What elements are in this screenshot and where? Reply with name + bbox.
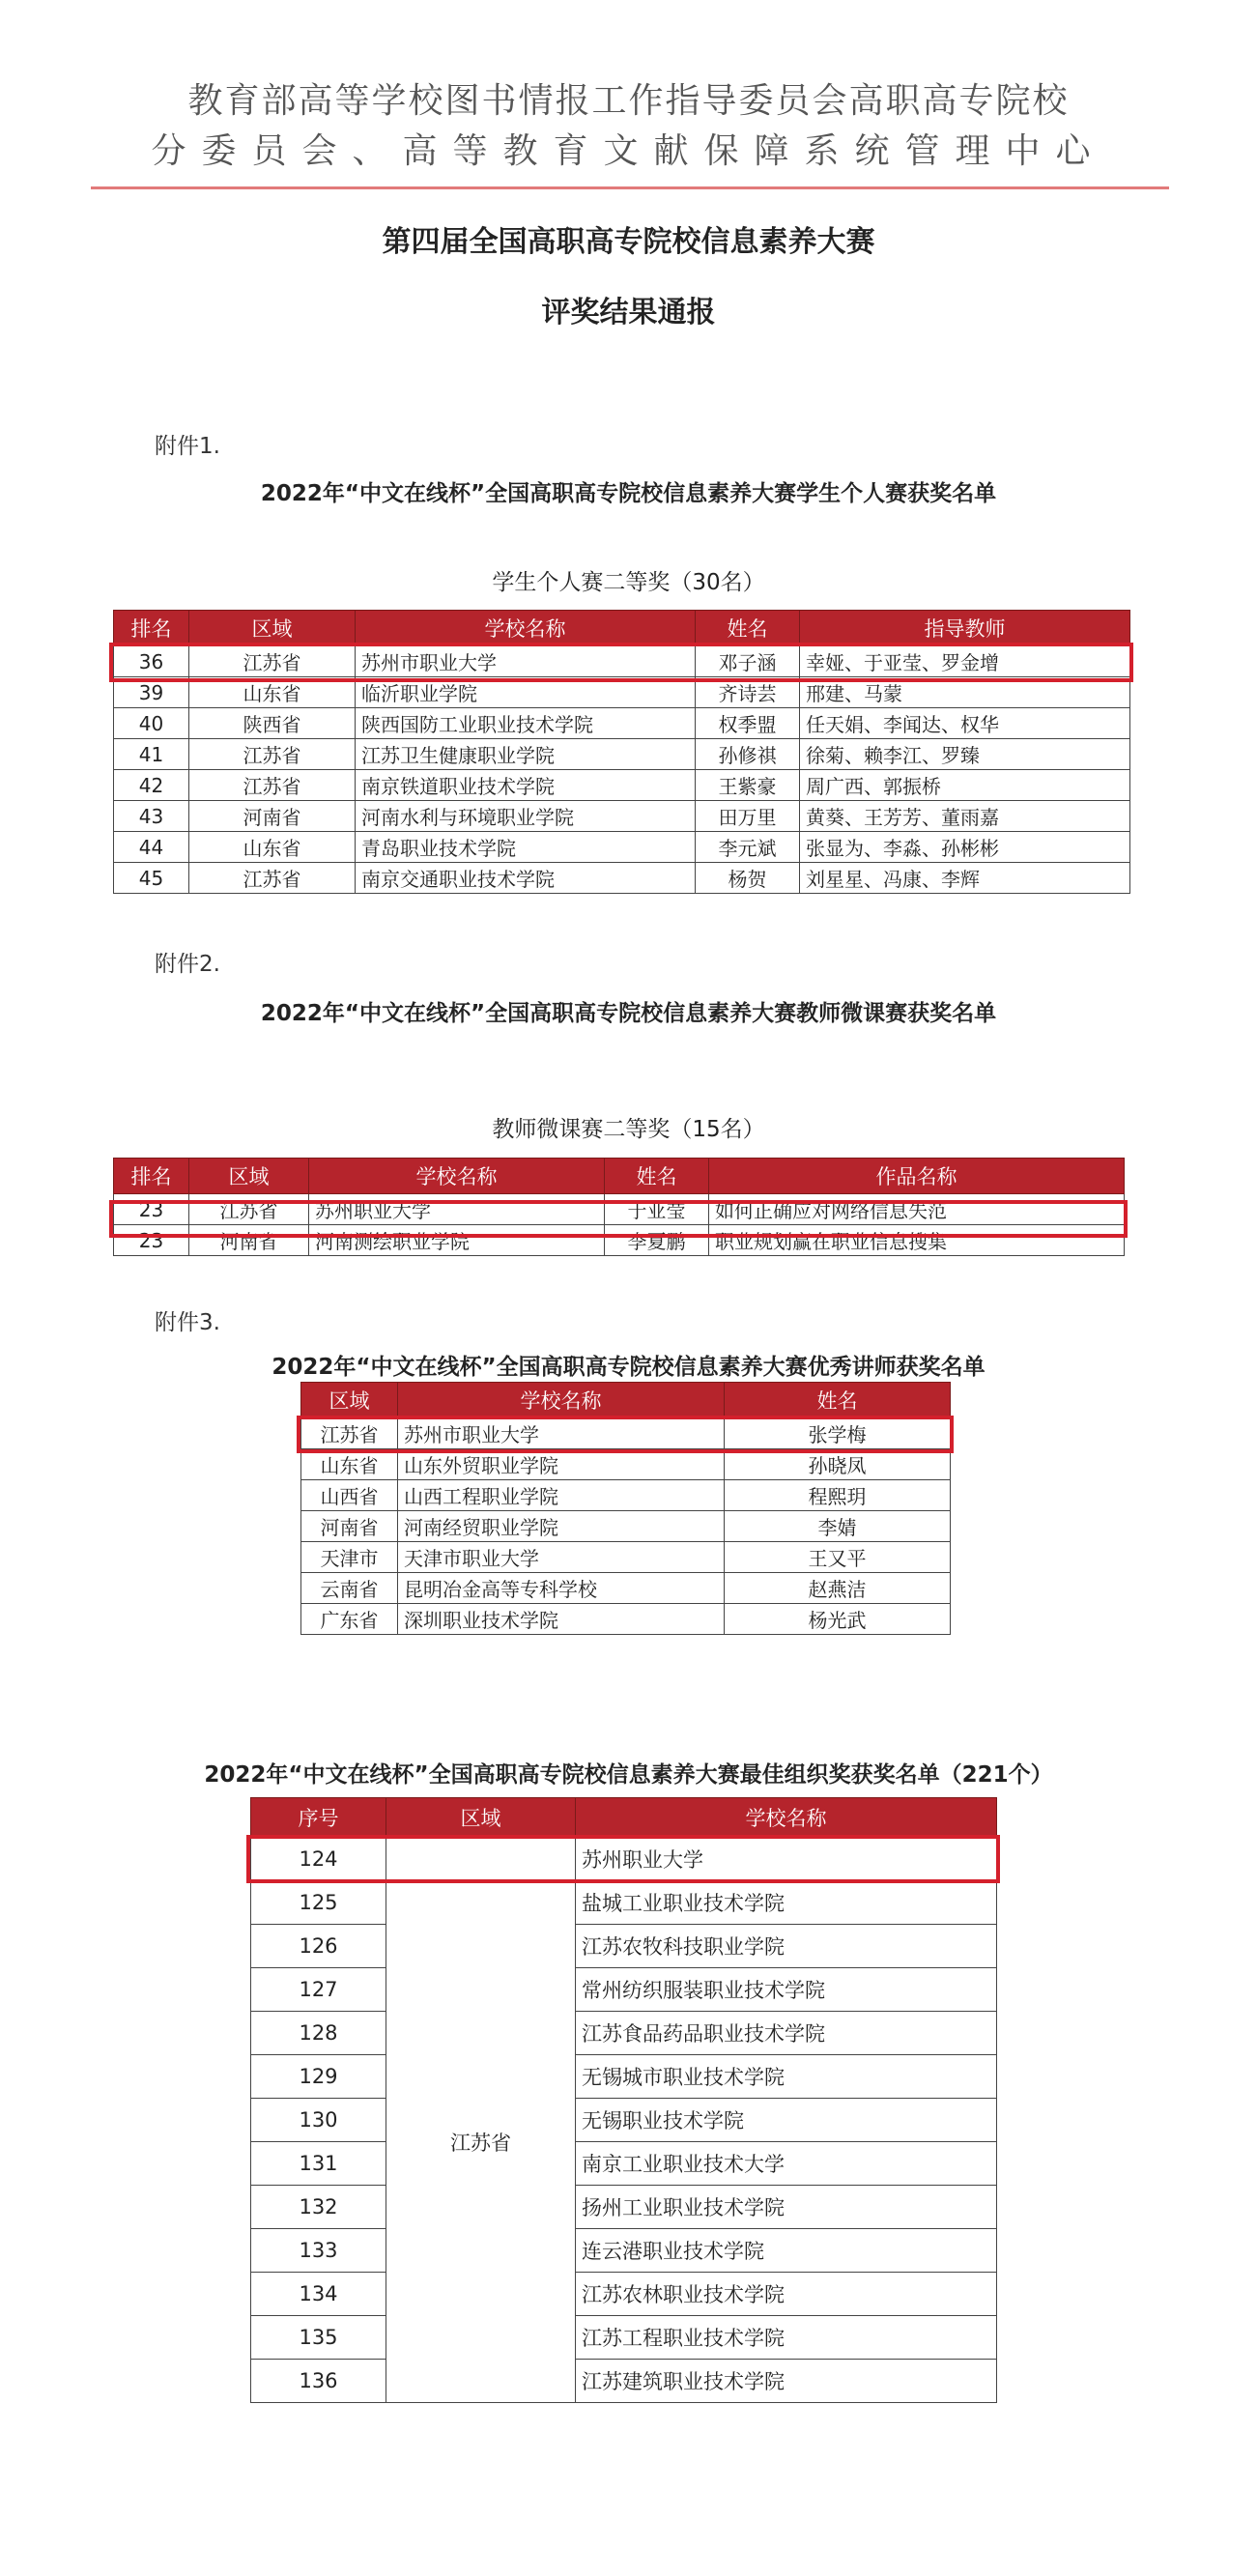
- table-cell: 王又平: [725, 1542, 951, 1573]
- table-cell: 苏州市职业大学: [398, 1418, 725, 1449]
- serial-number-cell: 127: [251, 1968, 386, 2012]
- column-header: 学校名称: [309, 1159, 605, 1194]
- table-cell: 天津市职业大学: [398, 1542, 725, 1573]
- table-cell: 江苏省: [189, 646, 356, 677]
- annex-2-section-title: 教师微课赛二等奖（15名）: [492, 1117, 765, 1142]
- table-cell: 江苏省: [189, 739, 356, 770]
- annex-3-label: 附件3.: [155, 1310, 220, 1335]
- table-row: [251, 2142, 997, 2186]
- school-name-cell: 江苏农牧科技职业学院: [576, 1925, 997, 1968]
- column-header: 姓名: [605, 1159, 709, 1194]
- table-cell: 河南省: [189, 801, 356, 832]
- column-header: 区域: [301, 1383, 398, 1418]
- school-name-cell: 无锡职业技术学院: [576, 2099, 997, 2142]
- column-header: 学校名称: [398, 1383, 725, 1418]
- table-cell: 云南省: [301, 1573, 398, 1604]
- table-cell: 陕西国防工业职业技术学院: [356, 708, 696, 739]
- table-cell: 职业规划赢在职业信息搜集: [709, 1225, 1125, 1256]
- table-cell: 44: [114, 832, 189, 863]
- school-name-cell: 江苏工程职业技术学院: [576, 2316, 997, 2360]
- table-cell: 南京交通职业技术学院: [356, 863, 696, 894]
- table-cell: 张显为、李淼、孙彬彬: [800, 832, 1130, 863]
- table-row: [251, 2316, 997, 2360]
- annex-2-list-title: 2022年“中文在线杯”全国高职高专院校信息素养大赛教师微课赛获奖名单: [260, 1001, 997, 1026]
- table-cell: 河南经贸职业学院: [398, 1511, 725, 1542]
- column-header: 姓名: [696, 611, 800, 646]
- table-cell: 临沂职业学院: [356, 677, 696, 708]
- table-cell: 江苏省: [189, 1194, 309, 1225]
- table-cell: 权季盟: [696, 708, 800, 739]
- table-row: [251, 2186, 997, 2229]
- table-cell: 天津市: [301, 1542, 398, 1573]
- table-cell: 山东省: [189, 832, 356, 863]
- table-cell: 39: [114, 677, 189, 708]
- table-cell: 山东省: [301, 1449, 398, 1480]
- table-cell: 赵燕洁: [725, 1573, 951, 1604]
- table-cell: 41: [114, 739, 189, 770]
- school-name-cell: 江苏农林职业技术学院: [576, 2273, 997, 2316]
- table-cell: 青岛职业技术学院: [356, 832, 696, 863]
- table-cell: 孙修祺: [696, 739, 800, 770]
- serial-number-cell: 130: [251, 2099, 386, 2142]
- column-header: 作品名称: [709, 1159, 1125, 1194]
- column-header: 姓名: [725, 1383, 951, 1418]
- table-cell: 刘星星、冯康、李辉: [800, 863, 1130, 894]
- table-row: [114, 863, 1130, 894]
- table-cell: 南京铁道职业技术学院: [356, 770, 696, 801]
- table-row: [114, 739, 1130, 770]
- table-header-row: [114, 611, 1130, 646]
- column-header: 学校名称: [356, 611, 696, 646]
- serial-number-cell: 128: [251, 2012, 386, 2055]
- table-cell: 陕西省: [189, 708, 356, 739]
- school-name-cell: 扬州工业职业技术学院: [576, 2186, 997, 2229]
- table-cell: 李元斌: [696, 832, 800, 863]
- table-row: [301, 1542, 951, 1573]
- table-cell: 杨贺: [696, 863, 800, 894]
- table-cell: 王紫豪: [696, 770, 800, 801]
- table-row: [114, 770, 1130, 801]
- table-cell: 河南省: [189, 1225, 309, 1256]
- table-cell: 山西工程职业学院: [398, 1480, 725, 1511]
- table-cell: 江苏省: [189, 770, 356, 801]
- school-name-cell: 江苏建筑职业技术学院: [576, 2360, 997, 2403]
- table-cell: 河南省: [301, 1511, 398, 1542]
- serial-number-cell: 125: [251, 1881, 386, 1925]
- table-row: [251, 2012, 997, 2055]
- table-cell: 23: [114, 1194, 189, 1225]
- column-header: 区域: [189, 1159, 309, 1194]
- table-cell: 昆明冶金高等专科学校: [398, 1573, 725, 1604]
- serial-number-cell: 126: [251, 1925, 386, 1968]
- column-header: 区域: [189, 611, 356, 646]
- highlight-box: [109, 1200, 1128, 1238]
- column-header: 指导教师: [800, 611, 1130, 646]
- table-cell: 苏州职业大学: [309, 1194, 605, 1225]
- table-row: [301, 1573, 951, 1604]
- annex-4-list-title: 2022年“中文在线杯”全国高职高专院校信息素养大赛最佳组织奖获奖名单（221个）: [204, 1762, 1053, 1788]
- table-cell: 江苏省: [301, 1418, 398, 1449]
- table-row: [301, 1511, 951, 1542]
- school-name-cell: 南京工业职业技术大学: [576, 2142, 997, 2186]
- annex-2-label: 附件2.: [155, 952, 220, 977]
- table-row: [251, 2360, 997, 2403]
- table-cell: 深圳职业技术学院: [398, 1604, 725, 1635]
- serial-number-cell: 129: [251, 2055, 386, 2099]
- table-cell: 李夏鹏: [605, 1225, 709, 1256]
- header-line-1: 教育部高等学校图书情报工作指导委员会高职高专院校: [187, 81, 1070, 121]
- table-cell: 42: [114, 770, 189, 801]
- school-name-cell: 盐城工业职业技术学院: [576, 1881, 997, 1925]
- table-cell: 徐菊、赖李江、罗臻: [800, 739, 1130, 770]
- table-row: [251, 2055, 997, 2099]
- serial-number-cell: 136: [251, 2360, 386, 2403]
- table-cell: 张学梅: [725, 1418, 951, 1449]
- table-row: [251, 1925, 997, 1968]
- annex-1-list-title: 2022年“中文在线杯”全国高职高专院校信息素养大赛学生个人赛获奖名单: [260, 481, 997, 506]
- table-cell: 邓子涵: [696, 646, 800, 677]
- document-title: 第四届全国高职高专院校信息素养大赛: [382, 225, 875, 259]
- table-row: [251, 2273, 997, 2316]
- table-row: [251, 1968, 997, 2012]
- annex-3-list-title: 2022年“中文在线杯”全国高职高专院校信息素养大赛优秀讲师获奖名单: [271, 1355, 986, 1380]
- table-row: [114, 801, 1130, 832]
- school-name-cell: 连云港职业技术学院: [576, 2229, 997, 2273]
- table-cell: 田万里: [696, 801, 800, 832]
- table-cell: 程熙玥: [725, 1480, 951, 1511]
- table-cell: 齐诗芸: [696, 677, 800, 708]
- table-row: [114, 708, 1130, 739]
- region-cell: 江苏省: [386, 1881, 576, 2403]
- table-cell: 山东省: [189, 677, 356, 708]
- table-cell: 周广西、郭振桥: [800, 770, 1130, 801]
- school-name-cell: 常州纺织服装职业技术学院: [576, 1968, 997, 2012]
- table-cell: 23: [114, 1225, 189, 1256]
- column-header: 学校名称: [576, 1798, 997, 1838]
- table-cell: 河南测绘职业学院: [309, 1225, 605, 1256]
- header-divider: [91, 186, 1169, 189]
- highlight-box: [297, 1416, 954, 1453]
- school-name-cell: 江苏食品药品职业技术学院: [576, 2012, 997, 2055]
- school-name-cell: 苏州职业大学: [576, 1838, 997, 1881]
- table-cell: 36: [114, 646, 189, 677]
- table-cell: 山东外贸职业学院: [398, 1449, 725, 1480]
- best-organization-table: [250, 1797, 997, 2403]
- serial-number-cell: 124: [251, 1838, 386, 1881]
- annex-1-section-title: 学生个人赛二等奖（30名）: [492, 570, 765, 595]
- table-cell: 李婧: [725, 1511, 951, 1542]
- table-row: [301, 1604, 951, 1635]
- table-row: [114, 832, 1130, 863]
- table-cell: 于亚莹: [605, 1194, 709, 1225]
- table-row: [251, 2229, 997, 2273]
- table-cell: 杨光武: [725, 1604, 951, 1635]
- table-cell: 山西省: [301, 1480, 398, 1511]
- table-cell: 如何正确应对网络信息失范: [709, 1194, 1125, 1225]
- table-cell: 江苏省: [189, 863, 356, 894]
- table-row: [251, 2099, 997, 2142]
- highlight-box: [246, 1835, 1000, 1883]
- table-header-row: [114, 1159, 1125, 1194]
- table-cell: 河南水利与环境职业学院: [356, 801, 696, 832]
- table-header-row: [251, 1798, 997, 1838]
- serial-number-cell: 132: [251, 2186, 386, 2229]
- column-header: 序号: [251, 1798, 386, 1838]
- document-subtitle: 评奖结果通报: [541, 296, 716, 329]
- annex-1-label: 附件1.: [155, 434, 220, 459]
- serial-number-cell: 134: [251, 2273, 386, 2316]
- table-cell: 43: [114, 801, 189, 832]
- school-name-cell: 无锡城市职业技术学院: [576, 2055, 997, 2099]
- highlight-box: [109, 643, 1133, 682]
- serial-number-cell: 133: [251, 2229, 386, 2273]
- table-row: [251, 1881, 997, 1925]
- column-header: 排名: [114, 1159, 189, 1194]
- table-cell: 苏州市职业大学: [356, 646, 696, 677]
- table-cell: 40: [114, 708, 189, 739]
- table-cell: 45: [114, 863, 189, 894]
- table-cell: 任天娟、李闻达、权华: [800, 708, 1130, 739]
- serial-number-cell: 131: [251, 2142, 386, 2186]
- table-row: [301, 1449, 951, 1480]
- column-header: 区域: [386, 1798, 576, 1838]
- table-cell: 幸娅、于亚莹、罗金增: [800, 646, 1130, 677]
- table-cell: 孙晓凤: [725, 1449, 951, 1480]
- table-cell: 黄葵、王芳芳、董雨嘉: [800, 801, 1130, 832]
- table-cell: 广东省: [301, 1604, 398, 1635]
- table-cell: 江苏卫生健康职业学院: [356, 739, 696, 770]
- table-header-row: [301, 1383, 951, 1418]
- serial-number-cell: 135: [251, 2316, 386, 2360]
- column-header: 排名: [114, 611, 189, 646]
- table-cell: 邢建、马蒙: [800, 677, 1130, 708]
- header-line-2: 分委员会、高等教育文献保障系统管理中心: [151, 131, 1106, 171]
- table-row: [301, 1480, 951, 1511]
